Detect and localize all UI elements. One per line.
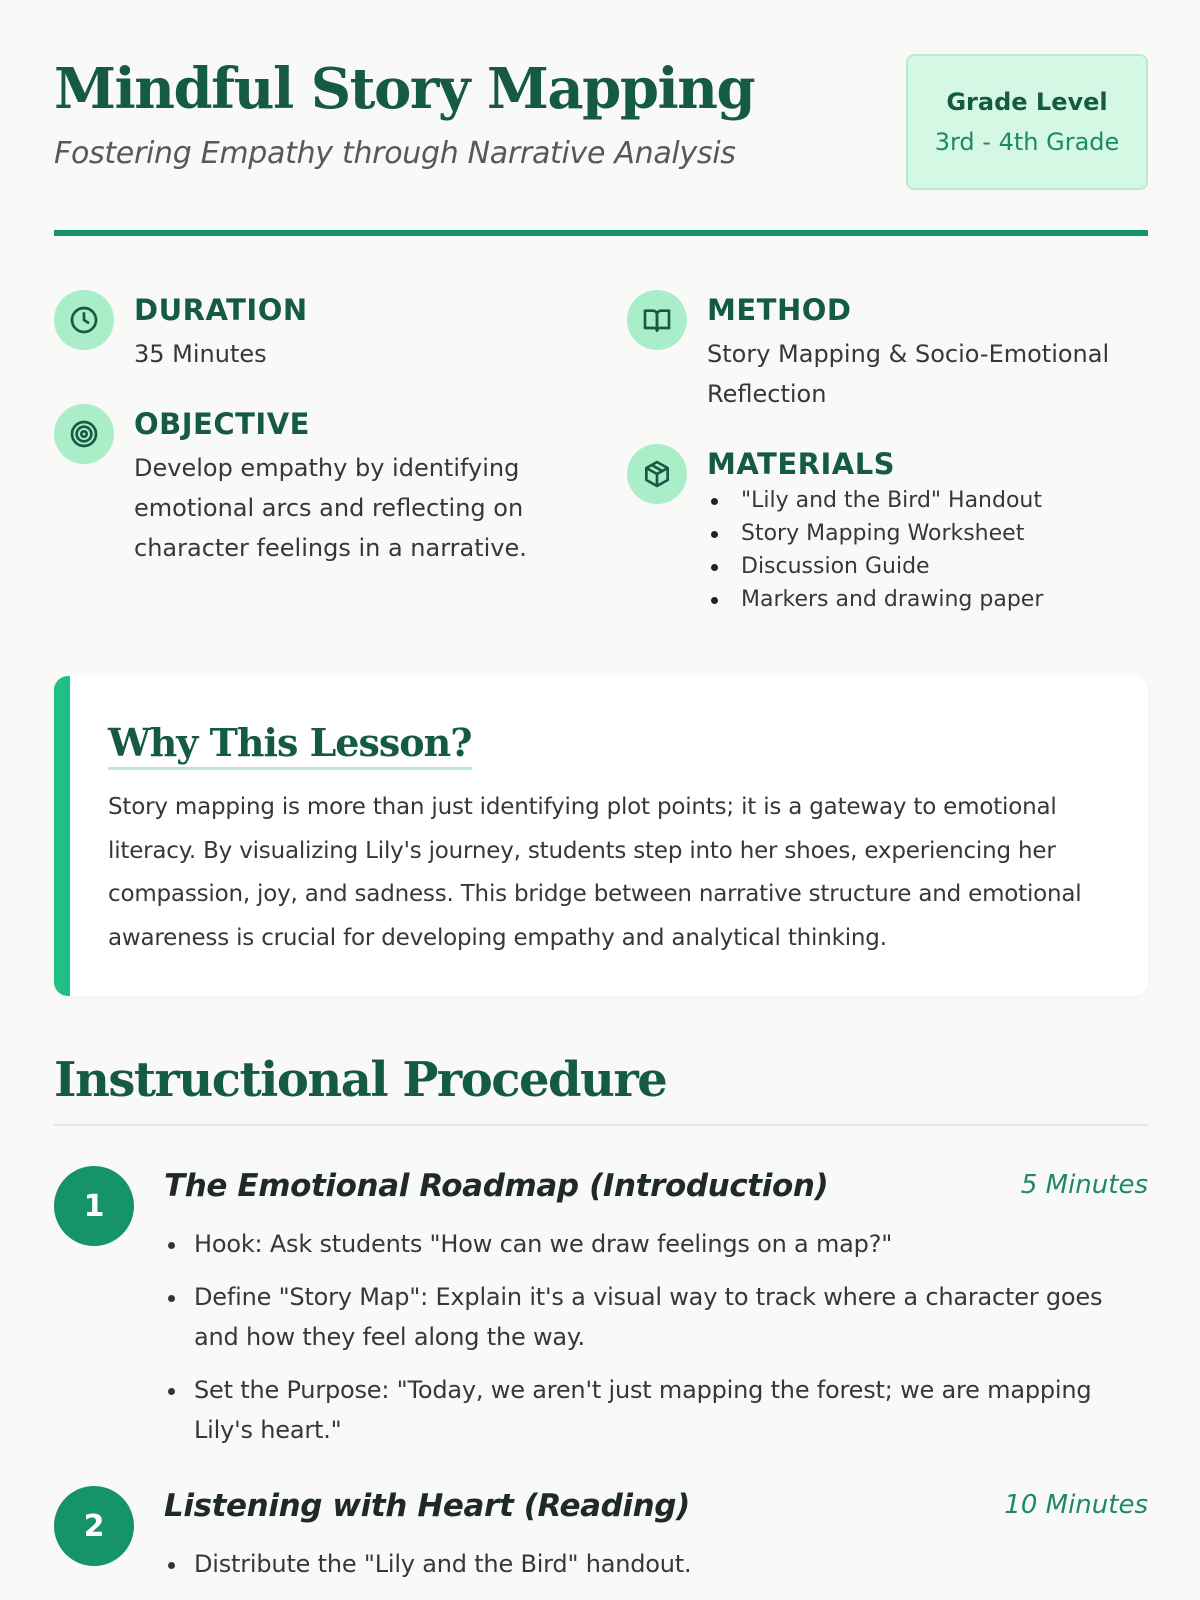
duration-heading: DURATION [134, 293, 308, 327]
list-item: Discussion Guide [707, 550, 1147, 583]
list-item: Set the Purpose: "Today, we aren't just mapping the forest; we are mapping Lily's heart." [164, 1370, 1148, 1450]
grade-level-value: 3rd - 4th Grade [934, 128, 1120, 156]
step-duration: 10 Minutes [1004, 1490, 1148, 1520]
list-item: Story Mapping Worksheet [707, 517, 1147, 550]
method-text: Story Mapping & Socio-Emotional Reflection [707, 340, 1110, 408]
header [54, 54, 1148, 190]
procedure-step-2 [54, 1486, 1148, 1596]
box-icon [627, 444, 687, 504]
objective-heading: OBJECTIVE [134, 407, 310, 441]
duration-value: 35 Minutes [134, 340, 267, 368]
list-item: Define "Story Map": Explain it's a visual way to track where a character goes and how they feel along the way. [164, 1277, 1148, 1357]
method-heading: METHOD [707, 293, 852, 327]
materials-heading: MATERIALS [707, 447, 896, 481]
step-title: The Emotional Roadmap (Introduction) [164, 1168, 829, 1204]
step-list [164, 1544, 1148, 1597]
list-item: Distribute the "Lily and the Bird" handout. [164, 1544, 1148, 1584]
procedure-divider [54, 1124, 1148, 1126]
list-item: "Lily and the Bird" Handout [707, 484, 1147, 517]
step-list [164, 1224, 1148, 1463]
clock-icon [54, 290, 114, 350]
objective-text: Develop empathy by identifying emotional arcs and reflecting on character feelings in a narrative. [134, 454, 527, 562]
why-this-lesson-card [54, 676, 1148, 996]
grade-level-label: Grade Level [946, 88, 1108, 116]
target-icon [54, 404, 114, 464]
procedure-step-1 [54, 1166, 1148, 1456]
book-icon [627, 290, 687, 350]
page-title: Mindful Story Mapping [54, 56, 755, 122]
why-text: Story mapping is more than just identifying plot points; it is a gateway to emotional literacy. By visualizing Lily's journey, students step into her shoes, experiencing her compassion, joy, and sadness. This bridge between narrative structure and emotional awareness is crucial for developing empathy and analytical thinking. [108, 794, 1082, 951]
why-title: Why This Lesson? [108, 720, 472, 770]
page-subtitle: Fostering Empathy through Narrative Analysis [54, 136, 736, 171]
step-title: Listening with Heart (Reading) [164, 1488, 690, 1524]
procedure-title: Instructional Procedure [54, 1052, 667, 1108]
list-item: Hook: Ask students "How can we draw feelings on a map?" [164, 1224, 1148, 1264]
materials-list [707, 484, 1147, 616]
step-duration: 5 Minutes [1020, 1170, 1148, 1200]
header-divider [54, 230, 1148, 236]
list-item: Markers and drawing paper [707, 583, 1147, 616]
lesson-plan-page [54, 0, 1148, 1600]
step-number-badge: 1 [54, 1166, 134, 1246]
step-number-badge: 2 [54, 1486, 134, 1566]
grade-level-badge [906, 54, 1148, 190]
